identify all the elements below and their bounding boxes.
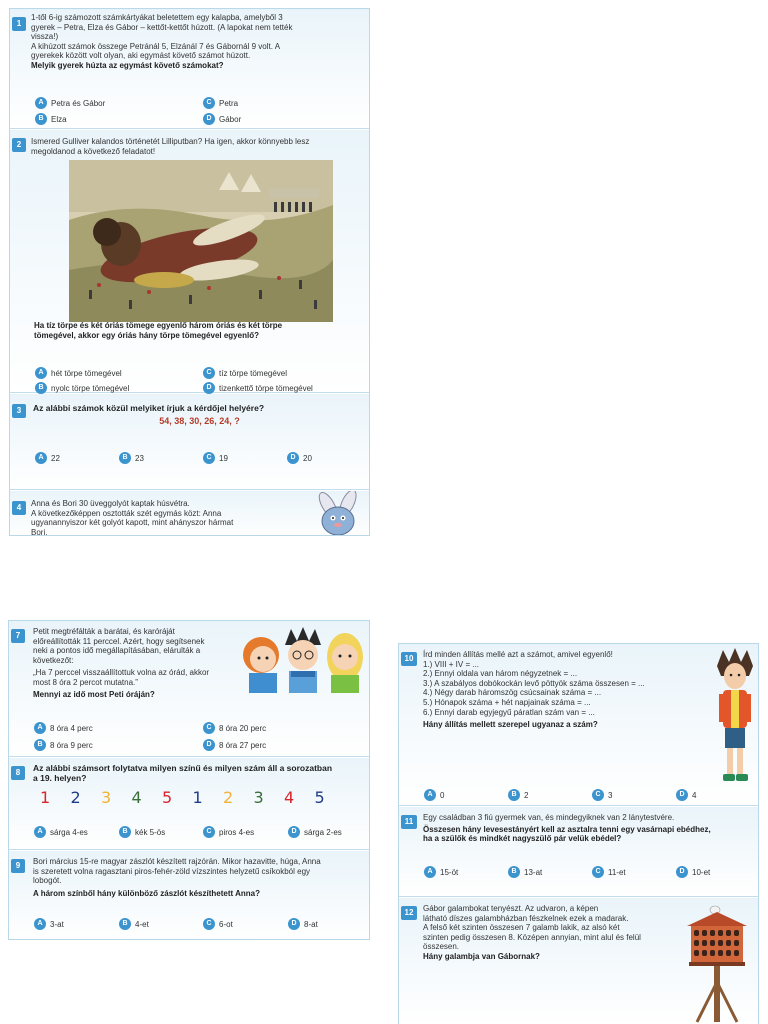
option-label: 2 bbox=[524, 790, 529, 800]
option-b[interactable] bbox=[35, 113, 67, 125]
question-1 bbox=[10, 9, 369, 129]
option-d[interactable] bbox=[287, 452, 312, 464]
sequence-digit: 4 bbox=[131, 788, 142, 807]
question-text bbox=[31, 499, 233, 536]
option-b[interactable] bbox=[119, 918, 149, 930]
text-line: Anna és Bori 30 üveggolyót kaptak húsvétra. bbox=[31, 499, 190, 508]
question-text bbox=[31, 137, 309, 156]
option-a[interactable] bbox=[35, 367, 122, 379]
option-b[interactable] bbox=[508, 789, 528, 801]
sequence-digit: 4 bbox=[284, 788, 295, 807]
question-number-badge: 10 bbox=[401, 652, 417, 666]
text-line: gyerekek között volt olyan, aki egymást követő számot húzott. bbox=[31, 51, 251, 61]
text-line: most 8 óra 2 percot mutatna.” bbox=[33, 677, 138, 687]
text-line: A felső két szinten összesen 7 galamb lakik, az alsó két bbox=[423, 923, 620, 933]
text-line: megoldanod a következő feladatot! bbox=[31, 146, 156, 156]
text-line: Bori március 15-re magyar zászlót készített rajzórán. Mikor hazavitte, húga, Anna bbox=[33, 857, 321, 866]
question-text bbox=[33, 857, 321, 898]
question-2 bbox=[10, 130, 369, 393]
question-prompt: tömegével, akkor egy óriás hány törpe tömegével egyenlő? bbox=[34, 330, 259, 340]
text-line: A kihúzott számok összege Petránál 5, Elzánál 7 és Gábornál 9 volt. A bbox=[31, 41, 281, 51]
option-label: piros 4-es bbox=[219, 827, 255, 837]
letter-b-icon: B bbox=[34, 739, 46, 751]
text-line: ugyanannyiszor két golyót kapott, mint ahányszor hármat bbox=[31, 518, 234, 528]
text-line: „Ha 7 perccel visszaállítottuk volna az órád, akkor bbox=[33, 668, 210, 678]
option-label: 6-ot bbox=[219, 919, 233, 929]
letter-a-icon: A bbox=[34, 826, 46, 838]
question-prompt: Az alábbi számsort folytatva milyen színű és milyen szám áll a sorozatban bbox=[33, 763, 333, 773]
sequence-digit: 2 bbox=[223, 788, 234, 807]
question-12 bbox=[399, 898, 758, 1024]
question-number-badge: 12 bbox=[401, 906, 417, 920]
option-d[interactable] bbox=[676, 866, 710, 878]
text-line: Ismered Gulliver kalandos történetét Lilliputban? Ha igen, akkor könnyebb lesz bbox=[31, 137, 310, 146]
option-c[interactable] bbox=[203, 918, 233, 930]
gulliver-illustration bbox=[69, 160, 333, 322]
option-b[interactable] bbox=[508, 866, 542, 878]
question-3 bbox=[10, 394, 369, 490]
option-b[interactable] bbox=[34, 739, 93, 751]
option-label: tíz törpe tömegével bbox=[219, 368, 288, 378]
letter-a-icon: A bbox=[424, 789, 436, 801]
letter-a-icon: A bbox=[34, 918, 46, 930]
option-c[interactable] bbox=[592, 866, 626, 878]
text-line: Petit megtréfálták a barátai, és karóráját bbox=[33, 627, 175, 636]
letter-c-icon: C bbox=[203, 367, 215, 379]
sequence-digit: 5 bbox=[314, 788, 325, 807]
option-label: 20 bbox=[303, 453, 312, 463]
text-line: Gábor galambokat tenyészt. Az udvaron, a képen bbox=[423, 904, 599, 913]
text-line: 6.) Ennyi darab egyjegyű páratlan szám van = ... bbox=[423, 707, 595, 717]
text-line: Írd minden állítás mellé azt a számot, amivel egyenlő! bbox=[423, 650, 613, 659]
option-label: sárga 2-es bbox=[304, 827, 342, 837]
option-d[interactable] bbox=[288, 826, 342, 838]
text-line: előreállították 11 perccel. Azért, hogy segítsenek bbox=[33, 636, 205, 646]
text-line: neki a pontos idő megállapításában, elárulták a bbox=[33, 646, 201, 656]
sequence-digit: 3 bbox=[253, 788, 264, 807]
option-c[interactable] bbox=[203, 367, 287, 379]
option-label: 8 óra 20 perc bbox=[219, 723, 267, 733]
text-line: gyerek – Petra, Elza és Gábor – kettőt-kettőt húzott. (A lapokat nem tették bbox=[31, 22, 293, 32]
text-line: 2.) Ennyi oldala van három négyzetnek = ... bbox=[423, 669, 578, 679]
text-line: is szeretett volna ragasztani piros-fehér-zöld vízszintes helyzetű csíkokból egy bbox=[33, 866, 311, 876]
option-label: hét törpe tömegével bbox=[51, 368, 122, 378]
question-text bbox=[33, 627, 209, 699]
letter-c-icon: C bbox=[203, 826, 215, 838]
sequence-digit: 3 bbox=[101, 788, 112, 807]
option-a[interactable] bbox=[35, 97, 105, 109]
option-label: 23 bbox=[135, 453, 144, 463]
letter-c-icon: C bbox=[203, 452, 215, 464]
option-d[interactable] bbox=[676, 789, 696, 801]
letter-d-icon: D bbox=[288, 918, 300, 930]
text-line: összesen. bbox=[423, 942, 460, 952]
option-label: 8 óra 9 perc bbox=[50, 740, 93, 750]
question-10 bbox=[399, 644, 758, 806]
option-a[interactable] bbox=[35, 452, 60, 464]
question-number-badge: 2 bbox=[12, 138, 26, 152]
letter-b-icon: B bbox=[35, 382, 47, 394]
option-label: 19 bbox=[219, 453, 228, 463]
option-c[interactable] bbox=[203, 97, 238, 109]
question-text bbox=[423, 813, 711, 844]
question-prompt: Összesen hány levesestányért kell az asztalra tenni egy vasárnapi ebédhez, bbox=[423, 824, 711, 834]
letter-a-icon: A bbox=[35, 97, 47, 109]
letter-c-icon: C bbox=[203, 722, 215, 734]
question-prompt-block bbox=[34, 321, 282, 340]
text-line: 3.) A szabályos dobókockán levő pöttyök száma összesen = ... bbox=[423, 678, 645, 688]
question-prompt: Hány galambja van Gábornak? bbox=[423, 951, 540, 961]
option-label: Petra és Gábor bbox=[51, 98, 106, 108]
option-a[interactable] bbox=[34, 722, 93, 734]
option-label: 3-at bbox=[50, 919, 64, 929]
option-b[interactable] bbox=[119, 826, 165, 838]
text-line: következőt: bbox=[33, 655, 74, 665]
letter-c-icon: C bbox=[203, 918, 215, 930]
bunny-illustration bbox=[306, 491, 368, 536]
question-prompt: Ha tíz törpe és két óriás tömege egyenlő három óriás és két törpe bbox=[34, 321, 283, 330]
question-prompt: Az alábbi számok közül melyiket írjuk a kérdőjel helyére? bbox=[33, 403, 265, 413]
question-number-badge: 9 bbox=[11, 859, 25, 873]
option-b[interactable] bbox=[35, 382, 129, 394]
letter-d-icon: D bbox=[676, 866, 688, 878]
question-number-badge: 1 bbox=[12, 17, 26, 31]
option-b[interactable] bbox=[119, 452, 144, 464]
text-line: lobogót. bbox=[33, 876, 62, 886]
question-prompt: Hány állítás mellett szerepel ugyanaz a szám? bbox=[423, 720, 598, 730]
question-9 bbox=[9, 851, 369, 940]
option-d[interactable] bbox=[288, 918, 318, 930]
question-text bbox=[423, 904, 641, 962]
option-label: 8 óra 27 perc bbox=[219, 740, 267, 750]
question-number-badge: 4 bbox=[12, 501, 26, 515]
question-prompt: a 19. helyen? bbox=[33, 772, 87, 783]
letter-c-icon: C bbox=[203, 97, 215, 109]
text-line: A következőképpen osztották szét egymás közt: Anna bbox=[31, 508, 222, 518]
question-prompt: A három színből hány különböző zászlót készíthetett Anna? bbox=[33, 888, 260, 898]
option-a[interactable] bbox=[34, 918, 64, 930]
option-d[interactable] bbox=[203, 382, 313, 394]
question-text bbox=[33, 764, 332, 783]
option-c[interactable] bbox=[203, 826, 254, 838]
letter-b-icon: B bbox=[35, 113, 47, 125]
option-c[interactable] bbox=[592, 789, 612, 801]
option-label: 3 bbox=[608, 790, 613, 800]
letter-d-icon: D bbox=[203, 382, 215, 394]
option-label: 10-et bbox=[692, 867, 711, 877]
question-number-badge: 7 bbox=[11, 629, 25, 643]
text-line: látható díszes galambházban fészkelnek ezek a madarak. bbox=[423, 913, 629, 923]
letter-c-icon: C bbox=[592, 866, 604, 878]
letter-d-icon: D bbox=[287, 452, 299, 464]
number-sequence: 54, 38, 30, 26, 24, ? bbox=[159, 416, 240, 426]
letter-a-icon: A bbox=[424, 866, 436, 878]
option-label: 8-at bbox=[304, 919, 318, 929]
boy-illustration bbox=[709, 648, 759, 788]
letter-d-icon: D bbox=[203, 739, 215, 751]
option-label: 13-at bbox=[524, 867, 543, 877]
sequence-digit: 1 bbox=[40, 788, 51, 807]
option-a[interactable] bbox=[424, 789, 444, 801]
text-line: 4.) Négy darab háromszög csúcsainak száma = ... bbox=[423, 688, 602, 698]
option-a[interactable] bbox=[34, 826, 88, 838]
option-label: sárga 4-es bbox=[50, 827, 88, 837]
option-label: 8 óra 4 perc bbox=[50, 723, 93, 733]
quiz-page-top-left bbox=[9, 8, 370, 536]
option-d[interactable] bbox=[203, 739, 266, 751]
sequence-digit: 2 bbox=[70, 788, 81, 807]
letter-c-icon: C bbox=[592, 789, 604, 801]
question-text bbox=[31, 13, 292, 71]
option-label: 11-et bbox=[608, 867, 626, 877]
question-number-badge: 3 bbox=[12, 404, 26, 418]
option-label: tizenkettő törpe tömegével bbox=[219, 383, 313, 393]
text-line: 1.) VIII + IV = ... bbox=[423, 659, 480, 669]
letter-a-icon: A bbox=[35, 367, 47, 379]
sequence-digit: 1 bbox=[192, 788, 203, 807]
option-label: Petra bbox=[219, 98, 239, 108]
question-prompt: Mennyi az idő most Peti óráján? bbox=[33, 689, 155, 699]
children-illustration bbox=[237, 625, 367, 693]
letter-d-icon: D bbox=[288, 826, 300, 838]
text-line: Egy családban 3 fiú gyermek van, és mindegyiknek van 2 lánytestvére. bbox=[423, 813, 675, 822]
colored-number-sequence bbox=[40, 788, 345, 807]
letter-b-icon: B bbox=[508, 866, 520, 878]
option-d[interactable] bbox=[203, 113, 241, 125]
question-8 bbox=[9, 758, 369, 850]
option-label: 4-et bbox=[135, 919, 149, 929]
dovecote-illustration bbox=[685, 902, 749, 1024]
option-c[interactable] bbox=[203, 722, 266, 734]
question-11 bbox=[399, 807, 758, 897]
letter-b-icon: B bbox=[119, 918, 131, 930]
question-4 bbox=[10, 491, 369, 536]
question-text bbox=[33, 404, 264, 414]
letter-a-icon: A bbox=[34, 722, 46, 734]
letter-d-icon: D bbox=[203, 113, 215, 125]
question-7 bbox=[9, 621, 369, 757]
text-line: Bori. bbox=[31, 527, 48, 536]
quiz-page-right bbox=[398, 643, 759, 1024]
letter-d-icon: D bbox=[676, 789, 688, 801]
option-label: 22 bbox=[51, 453, 60, 463]
option-label: 15-öt bbox=[440, 867, 459, 877]
option-c[interactable] bbox=[203, 452, 228, 464]
option-label: Elza bbox=[51, 114, 67, 124]
text-line: 5.) Hónapok száma + hét napjainak száma = ... bbox=[423, 697, 591, 707]
option-label: nyolc törpe tömegével bbox=[51, 383, 130, 393]
question-prompt: Melyik gyerek húzta az egymást követő számokat? bbox=[31, 60, 224, 70]
letter-b-icon: B bbox=[119, 452, 131, 464]
question-number-badge: 8 bbox=[11, 766, 25, 780]
option-label: 0 bbox=[440, 790, 445, 800]
quiz-page-bottom-left bbox=[8, 620, 370, 940]
option-label: 4 bbox=[692, 790, 697, 800]
letter-b-icon: B bbox=[508, 789, 520, 801]
question-prompt: ha a szülők és mindkét nagyszülő pár velük ebédel? bbox=[423, 834, 622, 844]
text-line: 1-től 6-ig számozott számkártyákat beletettem egy kalapba, amelyből 3 bbox=[31, 13, 283, 22]
option-label: kék 5-ös bbox=[135, 827, 166, 837]
text-line: vissza!) bbox=[31, 32, 59, 42]
question-text bbox=[423, 650, 645, 730]
option-label: Gábor bbox=[219, 114, 242, 124]
question-number-badge: 11 bbox=[401, 815, 417, 829]
sequence-digit: 5 bbox=[162, 788, 173, 807]
option-a[interactable] bbox=[424, 866, 458, 878]
letter-a-icon: A bbox=[35, 452, 47, 464]
letter-b-icon: B bbox=[119, 826, 131, 838]
text-line: szinten pedig összesen 8. Középen annyian, mint alul és felül bbox=[423, 932, 641, 942]
